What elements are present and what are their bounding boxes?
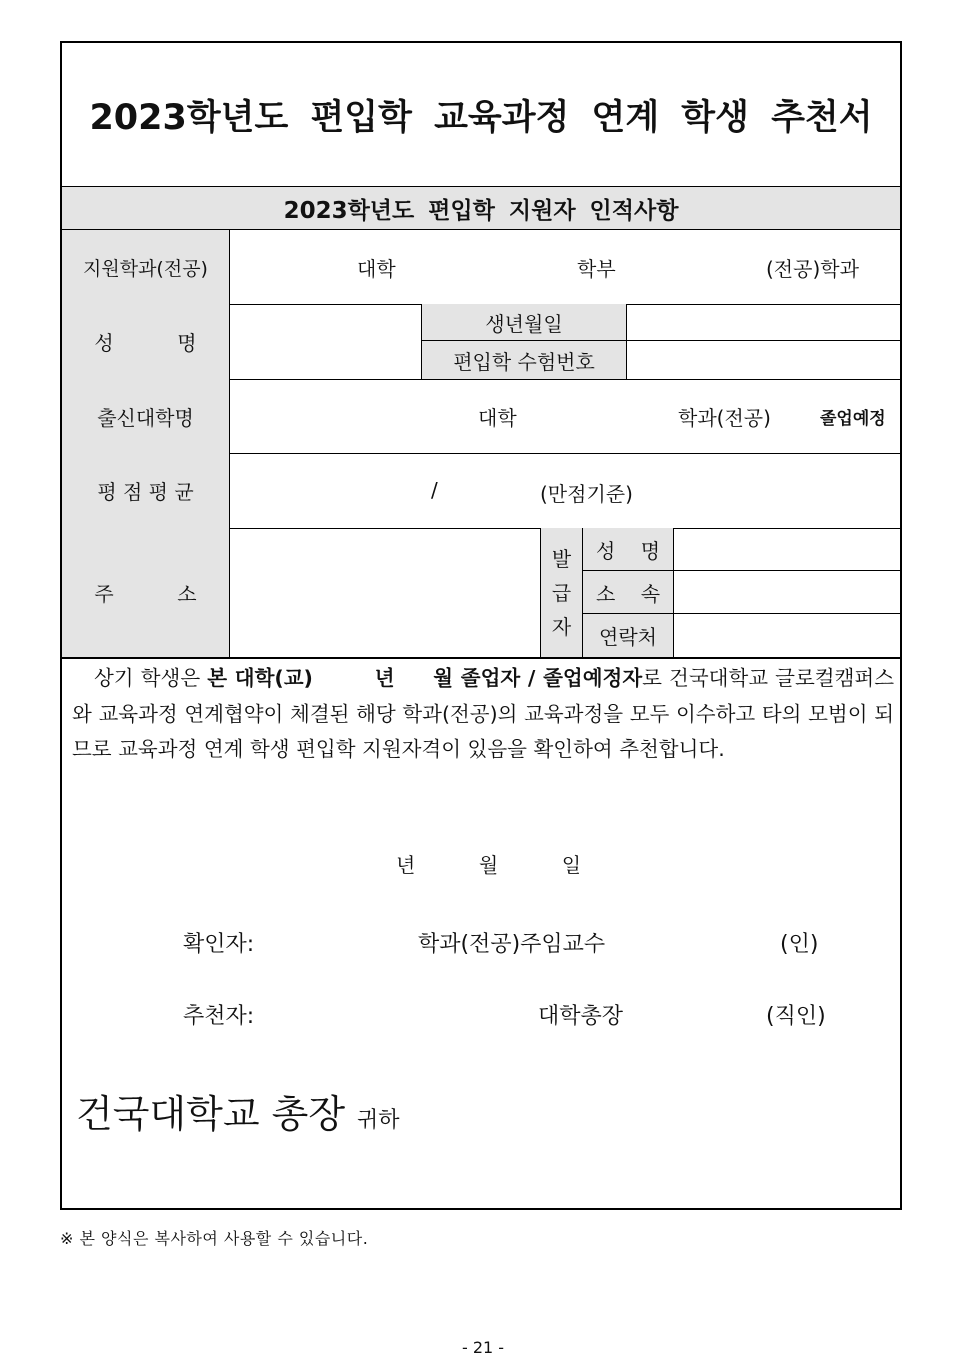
recommend-role: 대학총장 bbox=[538, 1004, 624, 1029]
issuer-label-char: 자 bbox=[551, 614, 572, 639]
page-number: - 21 - bbox=[461, 1338, 505, 1357]
issuer-contact-input[interactable] bbox=[674, 614, 902, 657]
gpa-label: 평 점 평 균 bbox=[62, 453, 230, 528]
dept-major: (전공)학과 bbox=[766, 257, 859, 281]
gpa-slash: / bbox=[431, 478, 438, 502]
name-input[interactable] bbox=[230, 304, 421, 379]
origin-major: 학과(전공) bbox=[678, 406, 771, 430]
recommendation-statement: 상기 학생은 본 대학(교) 년 월 졸업자 / 졸업예정자로 건국대학교 글로컬캠퍼스와 교육과정 연계협약이 체결된 해당 학과(전공)의 교육과정을 모두 이수하고 타의 모범이 되므로 교육과정 연계 학생 편입학 지원자격이 있음을 확인하여 추천합니다. bbox=[72, 666, 894, 761]
exam-number-input[interactable] bbox=[627, 341, 902, 379]
recipient bbox=[76, 1083, 400, 1138]
footnote: ※ 본 양식은 복사하여 사용할 수 있습니다. bbox=[60, 1229, 369, 1248]
origin-college: 대학 bbox=[478, 406, 517, 430]
name-label: 성 명 bbox=[62, 304, 230, 379]
section-title: 2023학년도 편입학 지원자 인적사항 bbox=[62, 186, 900, 230]
recipient-name: 건국대학교 총장 bbox=[76, 1092, 346, 1136]
origin-status: 졸업예정 bbox=[820, 409, 886, 429]
issuer-contact-label: 연락처 bbox=[583, 614, 674, 657]
date-line: 년 월 일 bbox=[396, 853, 582, 877]
confirm-label: 확인자: bbox=[183, 932, 255, 957]
address-input[interactable] bbox=[230, 528, 540, 657]
exam-number-label: 편입학 수험번호 bbox=[421, 341, 627, 379]
issuer-label bbox=[540, 528, 583, 657]
issuer-affiliation-input[interactable] bbox=[674, 571, 902, 614]
dept-label: 지원학과(전공) bbox=[62, 230, 230, 304]
recommend-seal: (직인) bbox=[766, 1004, 826, 1029]
dept-college: 대학 bbox=[357, 257, 396, 281]
issuer-label-char: 발 bbox=[551, 546, 572, 571]
form-title: 2023학년도 편입학 교육과정 연계 학생 추천서 bbox=[89, 97, 873, 138]
birth-input[interactable] bbox=[627, 304, 902, 341]
form-frame bbox=[60, 41, 902, 1210]
origin-label: 출신대학명 bbox=[62, 379, 230, 453]
recipient-suffix: 귀하 bbox=[357, 1108, 400, 1133]
graduation-clause: 본 대학(교) 년 월 졸업자 / 졸업예정자 bbox=[207, 666, 643, 690]
birth-label: 생년월일 bbox=[421, 304, 627, 341]
recommend-label: 추천자: bbox=[183, 1004, 255, 1029]
gpa-basis: (만점기준) bbox=[540, 482, 633, 506]
address-label: 주 소 bbox=[62, 528, 230, 657]
issuer-affiliation-label: 소 속 bbox=[583, 571, 674, 614]
confirm-role: 학과(전공)주임교수 bbox=[418, 932, 606, 957]
dept-division: 학부 bbox=[577, 257, 616, 281]
confirm-seal: (인) bbox=[780, 932, 819, 957]
issuer-label-char: 급 bbox=[551, 580, 572, 605]
issuer-name-label: 성 명 bbox=[583, 528, 674, 571]
issuer-name-input[interactable] bbox=[674, 528, 902, 571]
